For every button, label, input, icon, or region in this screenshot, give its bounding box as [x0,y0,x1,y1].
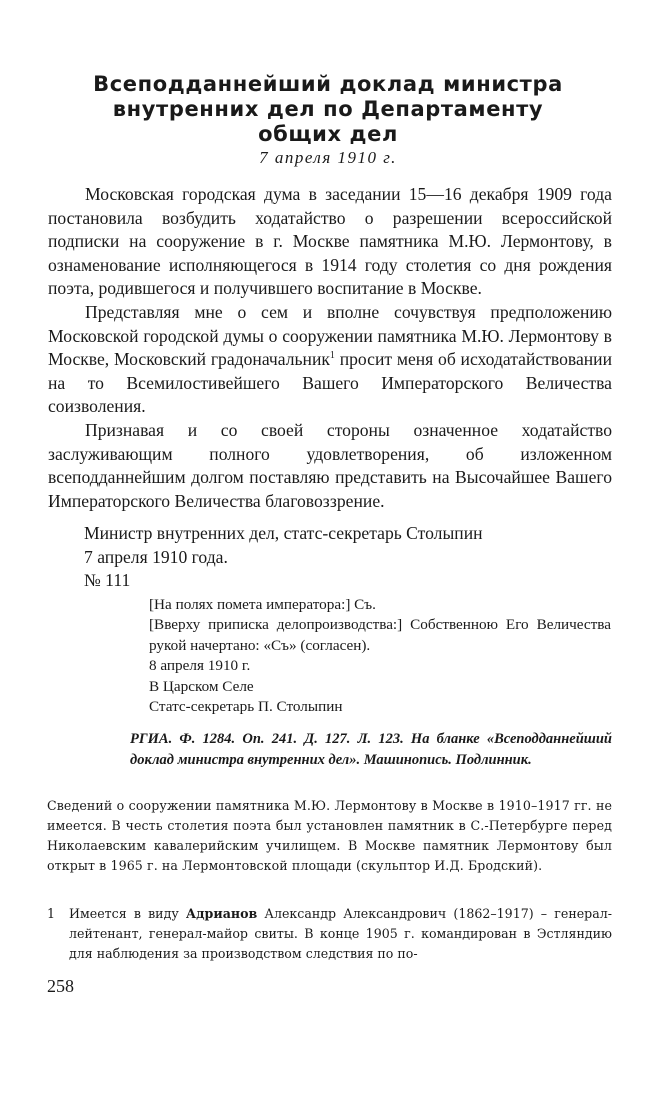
document-title [60,72,596,147]
paragraph-2 [48,301,612,419]
annotation-signer: Статс-секретарь П. Столыпин [149,698,343,716]
document-date: 7 апреля 1910 г. [259,148,397,167]
paragraph-2-start: Представляя мне о сем и вполне сочувствуя предположению Московской городской думы о сооружении памятника М.Ю. Лермонтову в Москве, Московский градоначальник [48,301,612,370]
footnote-number: 1 [47,906,56,921]
signature-line: Министр внутренних дел, статс-секретарь Столыпин [84,523,483,543]
title-line-3: общих дел [258,122,398,146]
office-addition: [Вверху приписка делопроизводства:] Собственною Его Величества рукой начертано: «Съ» (согласен). [149,616,611,654]
paragraph-1: Московская городская дума в заседании 15—16 декабря 1909 года постановила возбудить ходатайство о разрешении всероссийской подписки на сооружение в г. Москве памятника М.Ю. Лермонтову, в ознаменование исполняющегося в 1914 году столетия со дня рождения поэта, родившегося и получившего воспитание в Москве. [48,184,612,299]
report-body [48,183,612,513]
annotation-date: 8 апреля 1910 г. [149,657,251,675]
footnote-name: Адрианов [185,906,258,921]
paragraph-3: Признавая и со своей стороны означенное ходатайство заслуживающим полного удовлетворения, об изложенном всеподданнейшим долгом поставляю представить на Высочайшее Вашего Императорского Величества благовоззрение. [48,419,612,511]
annotation-place: В Царском Селе [149,677,254,695]
editor-commentary [47,796,612,876]
margin-note: [На полях помета императора:] Съ. [149,596,376,613]
document-number: № 111 [84,570,131,591]
archival-reference: РГИА. Ф. 1284. Оп. 241. Д. 127. Л. 123. На бланке «Всеподданнейший доклад министра внутренних дел». Машинопись. Подлинник. [130,731,612,768]
page-number: 258 [47,976,74,996]
title-line-2: внутренних дел по Департаменту [112,97,544,121]
paragraph-2-end: просит меня об исходатайствовании на то Всемилостивейшего Вашего Императорского Величества соизволения. [48,349,612,417]
footnote-text-end: Александр Александрович (1862–1917) – генерал-лейтенант, генерал-майор свиты. В конце 1905 г. командирован в Эстляндию для наблюдения за производством следствия по по- [69,906,612,961]
title-line-1: Всеподданнейший доклад министра [93,72,563,96]
footnote [47,904,612,964]
commentary-text: Сведений о сооружении памятника М.Ю. Лермонтову в Москве в 1910–1917 гг. не имеется. В честь столетия поэта был установлен памятник в С.-Петербурге перед Николаевским кавалерийским училищем. В Москве памятник Лермонтову был открыт в 1965 г. на Лермонтовской площади (скульптор И.Д. Бродский). [47,798,612,873]
footnote-ref: 1 [329,350,335,362]
footnote-text-start: Имеется в виду [69,906,186,921]
signature-block [84,522,604,593]
annotations [149,595,611,717]
signature-date: 7 апреля 1910 года. [84,546,228,567]
